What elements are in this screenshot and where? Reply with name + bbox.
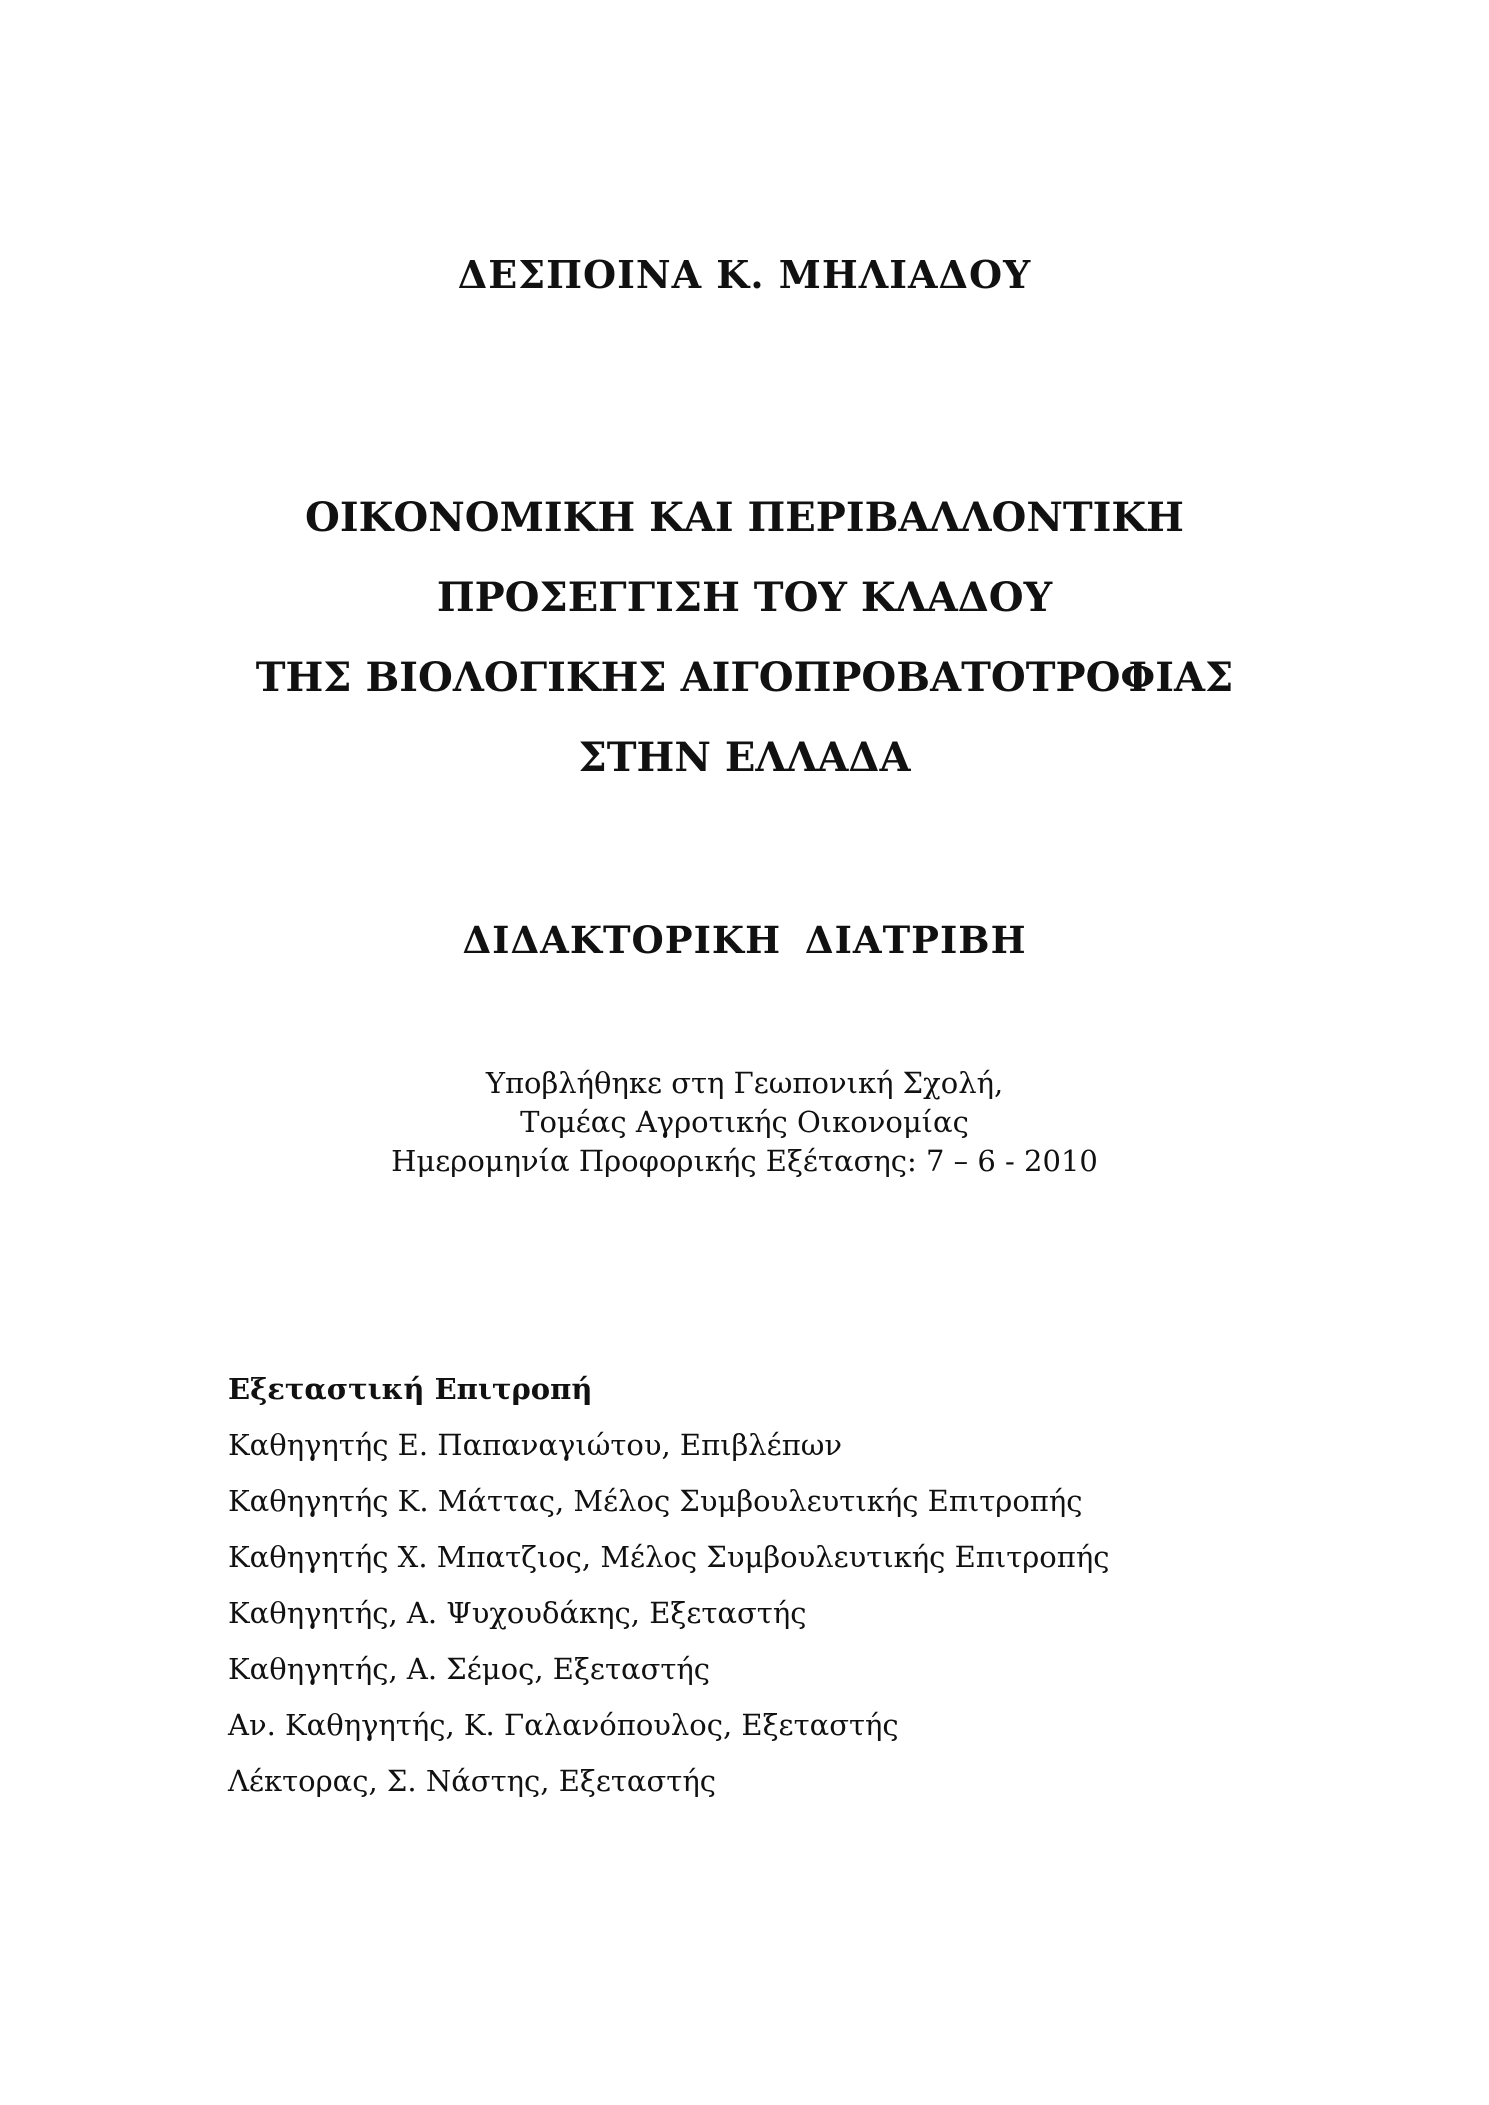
committee-member: Καθηγητής Κ. Μάττας, Μέλος Συμβουλευτικής Επιτροπής: [228, 1484, 1083, 1518]
committee-member: Λέκτορας, Σ. Νάστης, Εξεταστής: [228, 1764, 716, 1798]
committee-heading: Εξεταστική Επιτροπή: [228, 1372, 593, 1406]
committee-member: Καθηγητής, Α. Σέμος, Εξεταστής: [228, 1652, 711, 1686]
title-line: ΤΗΣ ΒΙΟΛΟΓΙΚΗΣ ΑΙΓΟΠΡΟΒΑΤΟΤΡΟΦΙΑΣ: [255, 654, 1234, 701]
title-line: ΣΤΗΝ ΕΛΛΑΔΑ: [578, 734, 911, 781]
committee-member: Καθηγητής Χ. Μπατζιος, Μέλος Συμβουλευτικής Επιτροπής: [228, 1540, 1110, 1574]
author-name: ΔΕΣΠΟΙΝΑ Κ. ΜΗΛΙΑΔΟΥ: [457, 252, 1032, 297]
title-line: ΠΡΟΣΕΓΓΙΣΗ ΤΟΥ ΚΛΑΔΟΥ: [436, 574, 1053, 621]
submission-line: Ημερομηνία Προφορικής Εξέτασης: 7 – 6 - 2010: [391, 1144, 1098, 1178]
submission-line: Τομέας Αγροτικής Οικονομίας: [520, 1105, 969, 1139]
examination-committee: [228, 1372, 1109, 1820]
submission-line: Υποβλήθηκε στη Γεωπονική Σχολή,: [485, 1066, 1004, 1100]
thesis-title: [0, 478, 1489, 798]
title-line: ΟΙΚΟΝΟΜΙΚΗ ΚΑΙ ΠΕΡΙΒΑΛΛΟΝΤΙΚΗ: [305, 494, 1184, 541]
committee-member: Καθηγητής, Α. Ψυχουδάκης, Εξεταστής: [228, 1596, 807, 1630]
thesis-type: ΔΙΔΑΚΤΟΡΙΚΗ ΔΙΑΤΡΙΒΗ: [462, 918, 1027, 962]
submission-info: [0, 1064, 1489, 1181]
committee-member: Καθηγητής Ε. Παπαναγιώτου, Επιβλέπων: [228, 1428, 843, 1462]
committee-member: Αν. Καθηγητής, Κ. Γαλανόπουλος, Εξεταστής: [228, 1708, 899, 1742]
